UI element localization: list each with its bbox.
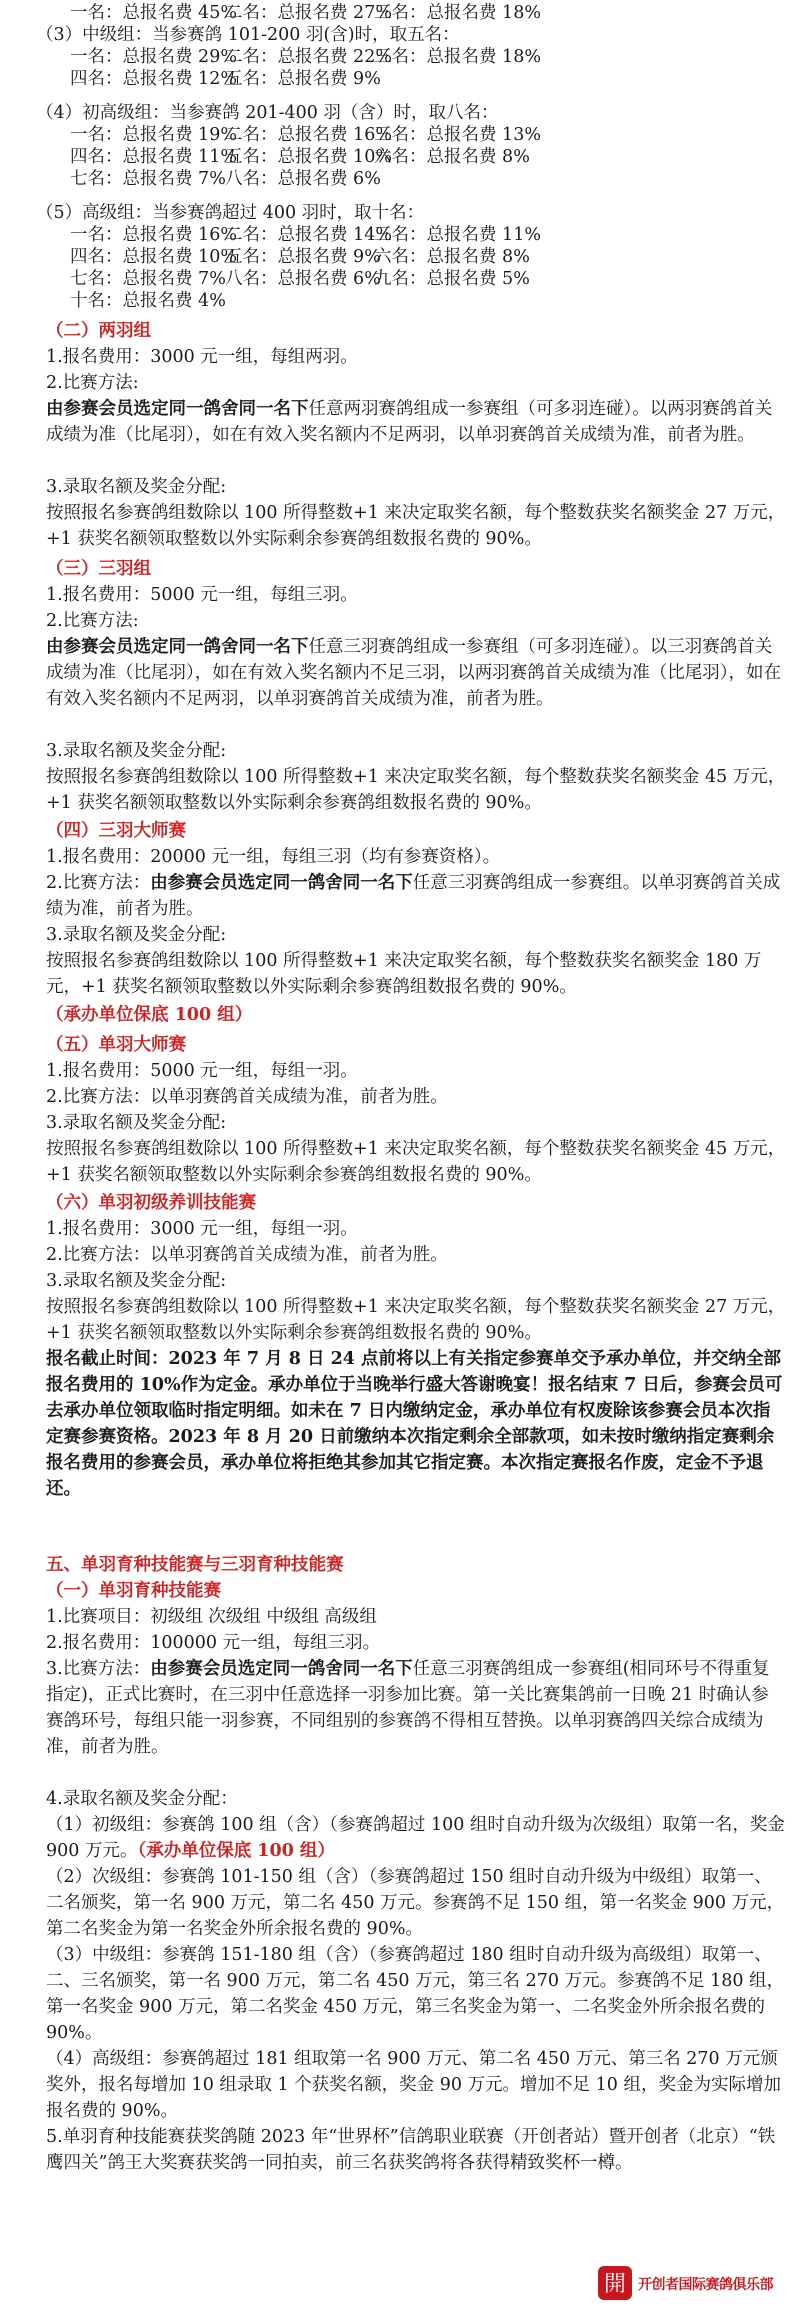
method-label: 2.比赛方法: xyxy=(46,373,139,393)
prize-cell: 六名：总报名费 8% xyxy=(374,147,530,167)
section-title: （五）单羽大师赛 xyxy=(46,1035,186,1055)
section-title: （四）三羽大师赛 xyxy=(46,821,186,841)
prize-cell: 一名：总报名费 29% xyxy=(70,47,237,67)
method-rest: 任意两羽赛鸽组成一参赛组（可多羽连碰）。以两羽赛鸽首关成绩为准（比尾羽），如在有效入奖名额内不足两羽，以单羽赛鸽首关成绩为准，前者为胜。 xyxy=(46,399,773,445)
club-logo xyxy=(596,2264,796,2304)
method-prefix: 3.比赛方法： xyxy=(46,1659,151,1679)
method-text: 2.比赛方法：以单羽赛鸽首关成绩为准，前者为胜。 xyxy=(46,1087,448,1107)
prize-cell: 七名：总报名费 7% xyxy=(70,169,226,189)
group-1-text xyxy=(46,1812,786,1864)
prize-text: 按照报名参赛鸽组数除以 100 所得整数+1 来决定取奖名额，每个整数获奖名额奖金 45 万元，+1 获奖名额领取整数以外实际剩余参赛鸽组数报名费的 90%。 xyxy=(46,767,786,813)
prize-text: 按照报名参赛鸽组数除以 100 所得整数+1 来决定取奖名额，每个整数获奖名额奖金 27 万元，+1 获奖名额领取整数以外实际剩余参赛鸽组数报名费的 90%。 xyxy=(46,1297,786,1343)
deadline-paragraph: 报名截止时间：2023 年 7 月 8 日 24 点前将以上有关指定参赛单交予承办单位，并交纳全部报名费用的 10%作为定金。承办单位于当晚举行盛大答谢晚宴！报名结束 7 日后，参赛会员可去承办单位领取临时指定明细。如未在 7 日内缴纳定金，承办单位有权废除该参赛会员本次指定赛参赛资格。2023 年 8 月 20 日前缴纳本次指定剩余全部款项，如未按时缴纳指定赛剩余报名费用的参赛会员，承办单位将拒绝其参加其它指定赛。本次指定赛报名作废，定金不予退还。 xyxy=(46,1349,783,1499)
prize-cell: 三名：总报名费 18% xyxy=(374,3,541,23)
prize-label: 3.录取名额及奖金分配: xyxy=(46,1271,227,1291)
prize-cell: 四名：总报名费 11% xyxy=(70,147,237,167)
section-title: （一）单羽育种技能赛 xyxy=(46,1581,221,1601)
item-5-text: 5.单羽育种技能赛获奖鸽随 2023 年“世界杯”信鸽职业联赛（开创者站）暨开创者（北京）“铁鹰四关”鸽王大奖赛获奖鸽一同拍卖，前三名获奖鸽将各获得精致奖杯一樽。 xyxy=(46,2127,776,2173)
prize-cell: 三名：总报名费 11% xyxy=(374,225,541,245)
prize-cell: 二名：总报名费 22% xyxy=(225,47,392,67)
prize-cell: 三名：总报名费 13% xyxy=(374,125,541,145)
part-title: 五、单羽育种技能赛与三羽育种技能赛 xyxy=(46,1555,344,1575)
prize-row xyxy=(0,288,800,314)
seal-icon xyxy=(596,2264,634,2302)
group-1-desc: （1）初级组：参赛鸽 100 组（含）（参赛鸽超过 100 组时自动升级为次级组）取第一名，奖金 900 万元。 xyxy=(46,1815,785,1861)
club-logo-text: 开创者国际赛鸽俱乐部 xyxy=(638,2277,773,2293)
prize-cell: 七名：总报名费 7% xyxy=(70,269,226,289)
prize-label: 3.录取名额及奖金分配: xyxy=(46,741,227,761)
prize-label: 3.录取名额及奖金分配: xyxy=(46,925,227,945)
prize-cell: 五名：总报名费 9% xyxy=(225,69,381,89)
prize-text: 按照报名参赛鸽组数除以 100 所得整数+1 来决定取奖名额，每个整数获奖名额奖金 27 万元，+1 获奖名额领取整数以外实际剩余参赛鸽组数报名费的 90%。 xyxy=(46,503,786,549)
group-2-text: （2）次级组：参赛鸽 101-150 组（含）（参赛鸽超过 150 组时自动升级为中级组）取第一、二名颁奖，第一名 900 万元，第二名 450 万元。参赛鸽不足 150 组，第一名奖金 900 万元，第二名奖金为第一名奖金外所余报名费的 90%。 xyxy=(46,1867,785,1939)
group-heading: （3）中级组：当参赛鸽 101-200 羽(含)时，取五名： xyxy=(36,25,460,45)
method-bold: 由参赛会员选定同一鸽舍同一名下 xyxy=(150,1659,413,1679)
method-bold: 由参赛会员选定同一鸽舍同一名下 xyxy=(150,873,413,893)
fee-line: 1.报名费用：20000 元一组，每组三羽（均有参赛资格）。 xyxy=(46,847,501,867)
prize-text: 按照报名参赛鸽组数除以 100 所得整数+1 来决定取奖名额，每个整数获奖名额奖金 180 万元，+1 获奖名额领取整数以外实际剩余参赛鸽组数报名费的 90%。 xyxy=(46,951,762,997)
prize-label: 4.录取名额及奖金分配： xyxy=(46,1789,238,1809)
method-label: 2.比赛方法: xyxy=(46,611,139,631)
method-rest: 任意三羽赛鸽组成一参赛组。以单羽赛鸽首关成绩为准，前者为胜。 xyxy=(46,873,781,919)
svg-text:開: 開 xyxy=(603,2272,627,2297)
prize-cell: 一名：总报名费 19% xyxy=(70,125,237,145)
fee-line: 1.报名费用：3000 元一组，每组一羽。 xyxy=(46,1219,358,1239)
guarantee-note: （承办单位保底 100 组） xyxy=(137,1841,335,1861)
prize-row xyxy=(0,166,800,192)
prize-cell: 五名：总报名费 9% xyxy=(225,247,381,267)
prize-label: 3.录取名额及奖金分配: xyxy=(46,1113,227,1133)
method-text xyxy=(46,1656,786,1760)
section-title: （六）单羽初级养训技能赛 xyxy=(46,1193,256,1213)
group-3-text: （3）中级组：参赛鸽 151-180 组（含）（参赛鸽超过 180 组时自动升级为高级组）取第一、二、三名颁奖，第一名 900 万元，第二名 450 万元，第三名 270 万元。参赛鸽不足 180 组，第一名奖金 900 万元，第二名奖金 450 万元，第三名奖金为第一、二名奖金外所余报名费的 90%。 xyxy=(46,1945,785,2043)
method-bold: 由参赛会员选定同一鸽舍同一名下 xyxy=(46,399,309,419)
prize-cell: 九名：总报名费 5% xyxy=(374,269,530,289)
prize-cell: 五名：总报名费 10% xyxy=(225,147,392,167)
method-text xyxy=(46,396,786,448)
prize-label: 3.录取名额及奖金分配: xyxy=(46,477,227,497)
items-line: 1.比赛项目：初级组 次级组 中级组 高级组 xyxy=(46,1607,377,1627)
method-rest: 任意三羽赛鸽组成一参赛组(相同环号不得重复指定)，正式比赛时，在三羽中任意选择一羽参加比赛。第一关比赛集鸽前一日晚 21 时确认参赛鸽环号，每组只能一羽参赛，不同组别的参赛鸽不得相互替换。以单羽赛鸽四关综合成绩为准，前者为胜。 xyxy=(46,1659,770,1757)
prize-cell: 一名：总报名费 16% xyxy=(70,225,237,245)
prize-row xyxy=(0,66,800,92)
section-title: （三）三羽组 xyxy=(46,559,151,579)
fee-line: 1.报名费用：5000 元一组，每组三羽。 xyxy=(46,585,358,605)
prize-cell: 一名：总报名费 45% xyxy=(70,3,237,23)
method-text xyxy=(46,634,786,712)
prize-cell: 二名：总报名费 14% xyxy=(225,225,392,245)
section-title: （二）两羽组 xyxy=(46,321,151,341)
prize-cell: 八名：总报名费 6% xyxy=(225,169,381,189)
group-heading: （5）高级组：当参赛鸽超过 400 羽时，取十名： xyxy=(36,203,425,223)
prize-cell: 四名：总报名费 10% xyxy=(70,247,237,267)
prize-cell: 三名：总报名费 18% xyxy=(374,47,541,67)
prize-cell: 六名：总报名费 8% xyxy=(374,247,530,267)
prize-cell: 四名：总报名费 12% xyxy=(70,69,237,89)
prize-cell: 二名：总报名费 27% xyxy=(225,3,392,23)
method-text xyxy=(46,870,786,922)
method-bold: 由参赛会员选定同一鸽舍同一名下 xyxy=(46,637,309,657)
method-prefix: 2.比赛方法： xyxy=(46,873,151,893)
guarantee-note: （承办单位保底 100 组） xyxy=(46,1005,253,1025)
fee-line: 2.报名费用：100000 元一组，每组三羽。 xyxy=(46,1633,381,1653)
prize-cell: 十名：总报名费 4% xyxy=(70,291,226,311)
fee-line: 1.报名费用：5000 元一组，每组一羽。 xyxy=(46,1061,358,1081)
group-heading: （4）初高级组：当参赛鸽 201-400 羽（含）时，取八名： xyxy=(36,103,499,123)
prize-cell: 二名：总报名费 16% xyxy=(225,125,392,145)
fee-line: 1.报名费用：3000 元一组，每组两羽。 xyxy=(46,347,358,367)
method-text: 2.比赛方法：以单羽赛鸽首关成绩为准，前者为胜。 xyxy=(46,1245,448,1265)
prize-text: 按照报名参赛鸽组数除以 100 所得整数+1 来决定取奖名额，每个整数获奖名额奖金 45 万元，+1 获奖名额领取整数以外实际剩余参赛鸽组数报名费的 90%。 xyxy=(46,1139,786,1185)
prize-cell: 八名：总报名费 6% xyxy=(225,269,381,289)
method-rest: 任意三羽赛鸽组成一参赛组（可多羽连碰）。以三羽赛鸽首关成绩为准（比尾羽），如在有效入奖名额内不足三羽，以两羽赛鸽首关成绩为准（比尾羽），如在有效入奖名额内不足两羽，以单羽赛鸽首关成绩为准，前者为胜。 xyxy=(46,637,781,709)
group-4-text: （4）高级组：参赛鸽超过 181 组取第一名 900 万元、第二名 450 万元、第三名 270 万元颁奖外，报名每增加 10 组录取 1 个获奖名额，奖金 90 万元。增加不足 10 组，奖金为实际增加报名费的 90%。 xyxy=(46,2049,781,2121)
